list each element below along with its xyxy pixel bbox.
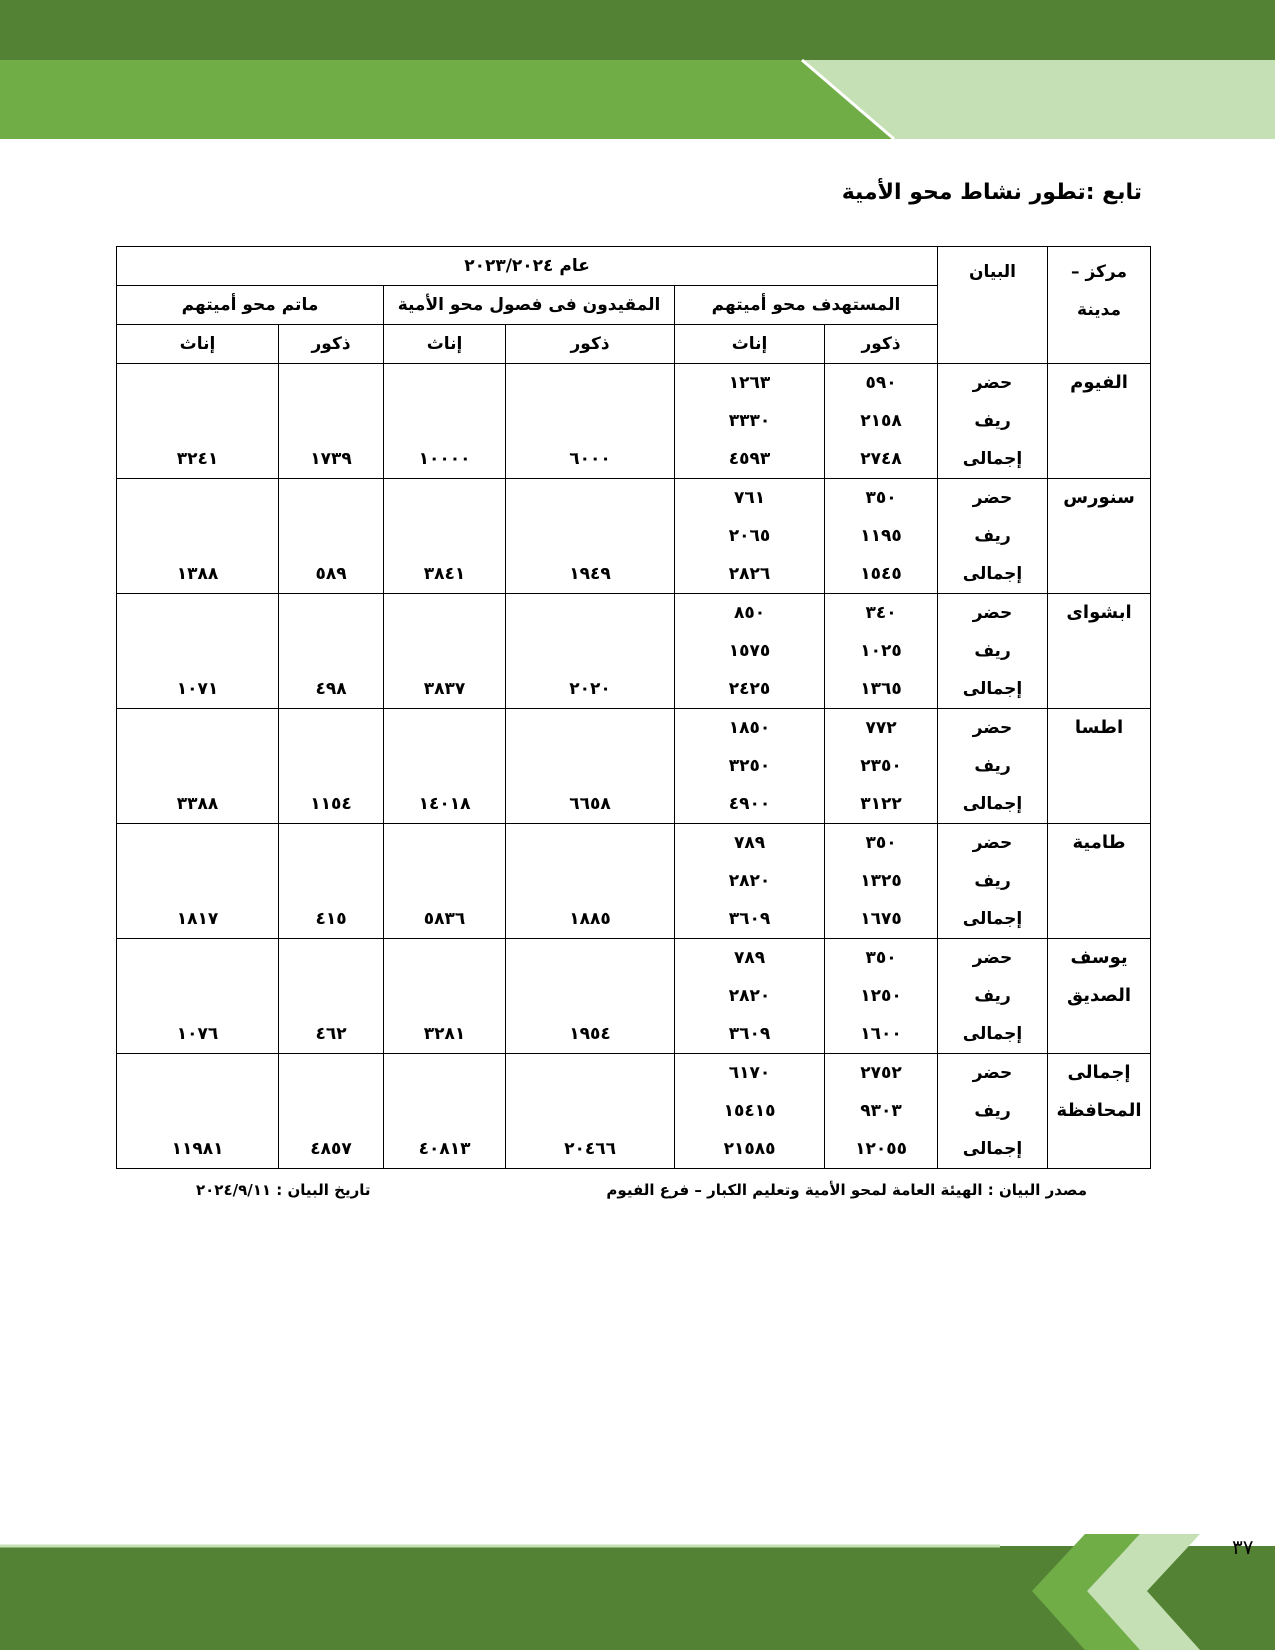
table-cell: ٣٥٠ xyxy=(865,948,897,968)
table-cell: ريف xyxy=(974,1101,1011,1121)
table-cell: ٣٣٣٠ xyxy=(728,411,771,431)
completed-male-cell: ٤٩٨ xyxy=(279,594,384,709)
table-cell: ٣٥٠ xyxy=(865,833,897,853)
row-type-cell xyxy=(938,709,1048,824)
enrolled-male-cell: ٦٦٥٨ xyxy=(506,709,675,824)
group-header-target: المستهدف محو أميتهم xyxy=(675,286,938,325)
target-male-cell xyxy=(825,479,938,594)
row-type-cell xyxy=(938,479,1048,594)
target-male-cell xyxy=(825,364,938,479)
table-cell: ١٥٧٥ xyxy=(728,641,771,661)
table-cell: ٢٨٢٠ xyxy=(728,986,771,1006)
table-row xyxy=(117,364,1151,479)
completed-female-cell: ١٨١٧ xyxy=(117,824,279,939)
table-cell: ٢٣٥٠ xyxy=(860,756,902,776)
table-cell: ٢٨٢٦ xyxy=(728,564,771,584)
table-row xyxy=(117,709,1151,824)
page-number: ٣٧ xyxy=(1232,1535,1254,1559)
completed-male-cell: ٤٨٥٧ xyxy=(279,1054,384,1169)
completed-male-cell: ١١٥٤ xyxy=(279,709,384,824)
completed-male-cell: ١٧٣٩ xyxy=(279,364,384,479)
table-cell: إجمالى xyxy=(962,564,1023,584)
table-cell: ٢١٥٨ xyxy=(860,411,902,431)
target-female-cell xyxy=(675,364,825,479)
col-male: ذكور xyxy=(506,325,675,364)
completed-male-cell: ٤١٥ xyxy=(279,824,384,939)
table-cell: ٧٨٩ xyxy=(733,833,766,853)
table-cell: حضر xyxy=(972,718,1013,738)
completed-female-cell: ٣٣٨٨ xyxy=(117,709,279,824)
table-cell: ٢٧٤٨ xyxy=(860,449,902,469)
table-cell: ريف xyxy=(974,871,1011,891)
enrolled-male-cell: ٢٠٤٦٦ xyxy=(506,1054,675,1169)
table-cell: حضر xyxy=(972,1063,1013,1083)
target-female-cell xyxy=(675,709,825,824)
source-note: مصدر البيان : الهيئة العامة لمحو الأمية وتعليم الكبار – فرع الفيوم xyxy=(606,1181,1087,1199)
table-cell: ١٦٠٠ xyxy=(860,1024,902,1044)
enrolled-male-cell: ٢٠٢٠ xyxy=(506,594,675,709)
date-note: تاريخ البيان : ٢٠٢٤/٩/١١ xyxy=(196,1181,371,1199)
target-female-cell xyxy=(675,594,825,709)
table-cell: ٢٨٢٠ xyxy=(728,871,771,891)
group-header-completed: ماتم محو أميتهم xyxy=(117,286,384,325)
col-female: إناث xyxy=(384,325,506,364)
col-female: إناث xyxy=(675,325,825,364)
enrolled-female-cell: ١٠٠٠٠ xyxy=(384,364,506,479)
target-female-cell xyxy=(675,479,825,594)
row-type-cell xyxy=(938,364,1048,479)
enrolled-male-cell: ١٨٨٥ xyxy=(506,824,675,939)
table-cell: ٣٥٠ xyxy=(865,488,897,508)
table-cell: ١٢٥٠ xyxy=(860,986,902,1006)
table-cell: حضر xyxy=(972,833,1013,853)
year-header: عام ٢٠٢٣/٢٠٢٤ xyxy=(117,247,938,286)
page-title: تابع :تطور نشاط محو الأمية xyxy=(841,180,1142,205)
literacy-table xyxy=(116,246,1151,1169)
target-male-cell xyxy=(825,594,938,709)
center-name: اطسا xyxy=(1048,709,1151,824)
col-male: ذكور xyxy=(279,325,384,364)
table-row xyxy=(117,939,1151,1054)
table-cell: ٤٩٠٠ xyxy=(728,794,771,814)
center-name: سنورس xyxy=(1048,479,1151,594)
table-cell: ١٣٢٥ xyxy=(860,871,902,891)
target-female-cell xyxy=(675,939,825,1054)
table-cell: ٥٩٠ xyxy=(865,373,897,393)
table-cell: ٢٤٢٥ xyxy=(728,679,771,699)
enrolled-male-cell: ١٩٤٩ xyxy=(506,479,675,594)
table-cell: ريف xyxy=(974,641,1011,661)
table-row xyxy=(117,594,1151,709)
table-cell: ١١٩٥ xyxy=(860,526,902,546)
enrolled-male-cell: ٦٠٠٠ xyxy=(506,364,675,479)
group-header-enrolled: المقيدون فى فصول محو الأمية xyxy=(384,286,675,325)
table-cell: ٢٠٦٥ xyxy=(728,526,771,546)
table-cell: حضر xyxy=(972,948,1013,968)
table-cell: ١٨٥٠ xyxy=(728,718,771,738)
table-cell: ١٥٤٥ xyxy=(860,564,902,584)
table-cell: ريف xyxy=(974,986,1011,1006)
table-cell: ٩٣٠٣ xyxy=(860,1101,902,1121)
table-cell: ١٥٤١٥ xyxy=(723,1101,776,1121)
target-female-cell xyxy=(675,824,825,939)
table-cell: ١٢٦٣ xyxy=(728,373,771,393)
table-cell: ٧٨٩ xyxy=(733,948,766,968)
table-cell: ٣٦٠٩ xyxy=(728,909,771,929)
table-cell: إجمالى xyxy=(962,909,1023,929)
row-type-cell xyxy=(938,824,1048,939)
table-cell: ١٠٢٥ xyxy=(860,641,902,661)
enrolled-female-cell: ٣٨٣٧ xyxy=(384,594,506,709)
completed-female-cell: ١٠٧١ xyxy=(117,594,279,709)
completed-female-cell: ٣٢٤١ xyxy=(117,364,279,479)
table-row xyxy=(117,479,1151,594)
header-band xyxy=(0,0,1275,140)
table-cell: ٦١٧٠ xyxy=(728,1063,771,1083)
row-type-cell xyxy=(938,1054,1048,1169)
center-name: الفيوم xyxy=(1048,364,1151,479)
enrolled-male-cell: ١٩٥٤ xyxy=(506,939,675,1054)
table-cell: ٣٢٥٠ xyxy=(728,756,771,776)
table-cell: ٧٦١ xyxy=(733,488,766,508)
table-cell: إجمالى xyxy=(962,794,1023,814)
enrolled-female-cell: ١٤٠١٨ xyxy=(384,709,506,824)
table-cell: ٣٤٠ xyxy=(865,603,897,623)
table-cell: حضر xyxy=(972,373,1013,393)
table-cell: ٣١٢٢ xyxy=(860,794,902,814)
center-header: مركز – مدينة xyxy=(1048,247,1151,364)
completed-female-cell: ١١٩٨١ xyxy=(117,1054,279,1169)
row-type-cell xyxy=(938,594,1048,709)
center-name: ابشواى xyxy=(1048,594,1151,709)
table-cell: حضر xyxy=(972,488,1013,508)
enrolled-female-cell: ٣٨٤١ xyxy=(384,479,506,594)
target-male-cell xyxy=(825,1054,938,1169)
table-cell: ٢١٥٨٥ xyxy=(723,1139,776,1159)
target-male-cell xyxy=(825,824,938,939)
col-female: إناث xyxy=(117,325,279,364)
table-cell: ريف xyxy=(974,526,1011,546)
enrolled-female-cell: ٤٠٨١٣ xyxy=(384,1054,506,1169)
enrolled-female-cell: ٣٢٨١ xyxy=(384,939,506,1054)
table-row xyxy=(117,824,1151,939)
row-type-cell xyxy=(938,939,1048,1054)
table-cell: ريف xyxy=(974,411,1011,431)
center-name: يوسف الصديق xyxy=(1048,939,1151,1054)
table-cell: ١٢٠٥٥ xyxy=(855,1139,907,1159)
statement-header: البيان xyxy=(938,247,1048,364)
target-male-cell xyxy=(825,709,938,824)
table-cell: ٧٧٢ xyxy=(865,718,897,738)
center-name: طامية xyxy=(1048,824,1151,939)
completed-male-cell: ٤٦٢ xyxy=(279,939,384,1054)
enrolled-female-cell: ٥٨٣٦ xyxy=(384,824,506,939)
table-cell: ١٣٦٥ xyxy=(860,679,902,699)
center-name: إجمالى المحافظة xyxy=(1048,1054,1151,1169)
completed-male-cell: ٥٨٩ xyxy=(279,479,384,594)
table-cell: ٤٥٩٣ xyxy=(728,449,771,469)
footer-band xyxy=(0,1525,1275,1650)
table-cell: ريف xyxy=(974,756,1011,776)
table-cell: ٣٦٠٩ xyxy=(728,1024,771,1044)
table-cell: حضر xyxy=(972,603,1013,623)
table-row xyxy=(117,1054,1151,1169)
table-cell: ١٦٧٥ xyxy=(860,909,902,929)
table-cell: ٨٥٠ xyxy=(733,603,766,623)
target-female-cell xyxy=(675,1054,825,1169)
table-cell: إجمالى xyxy=(962,1024,1023,1044)
completed-female-cell: ١٣٨٨ xyxy=(117,479,279,594)
table-cell: إجمالى xyxy=(962,449,1023,469)
table-cell: إجمالى xyxy=(962,1139,1023,1159)
table-cell: ٢٧٥٢ xyxy=(860,1063,902,1083)
completed-female-cell: ١٠٧٦ xyxy=(117,939,279,1054)
target-male-cell xyxy=(825,939,938,1054)
col-male: ذكور xyxy=(825,325,938,364)
table-cell: إجمالى xyxy=(962,679,1023,699)
